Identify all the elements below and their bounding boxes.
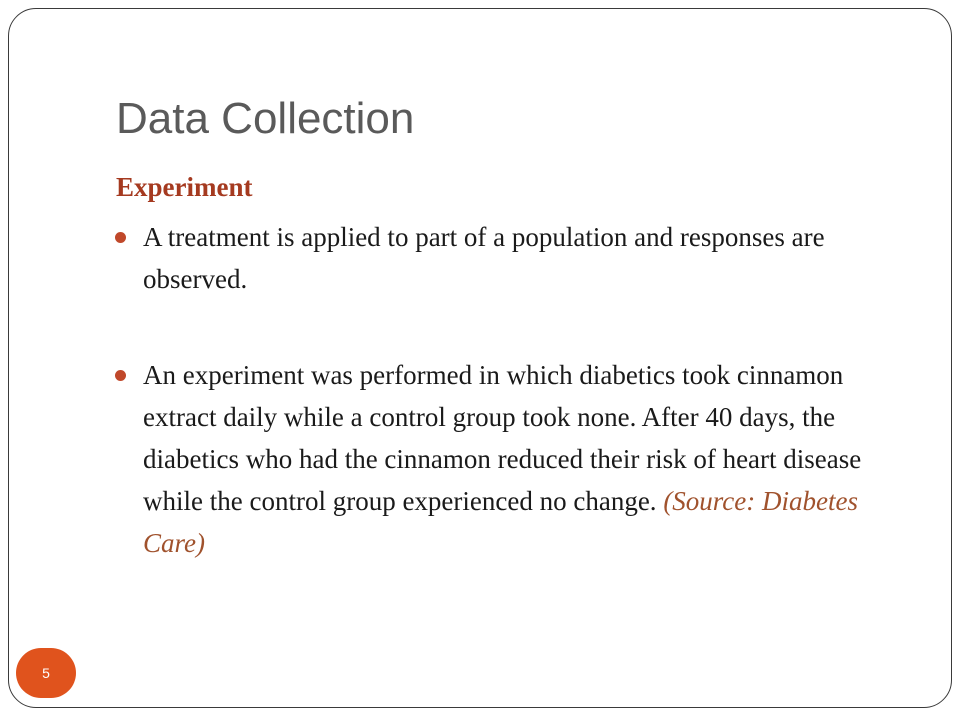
page-number-badge: 5 — [16, 648, 76, 698]
bullet-text: A treatment is applied to part of a population and responses are observed. — [143, 222, 825, 294]
bullet-dot-icon — [115, 370, 126, 381]
source-citation: (Source: Diabetes Care) — [143, 486, 858, 558]
bullet-text: An experiment was performed in which diabetics took cinnamon extract daily while a control group took none. After 40 days, the diabetics who had the cinnamon reduced their risk of heart disease while the control group experienced no change. — [143, 360, 862, 516]
bullet-item — [113, 216, 883, 300]
bullet-list — [113, 216, 883, 564]
slide-title: Data Collection — [116, 94, 415, 143]
slide-subtitle: Experiment — [116, 172, 253, 202]
bullet-item — [113, 354, 883, 564]
bullet-dot-icon — [115, 232, 126, 243]
slide — [8, 8, 952, 708]
